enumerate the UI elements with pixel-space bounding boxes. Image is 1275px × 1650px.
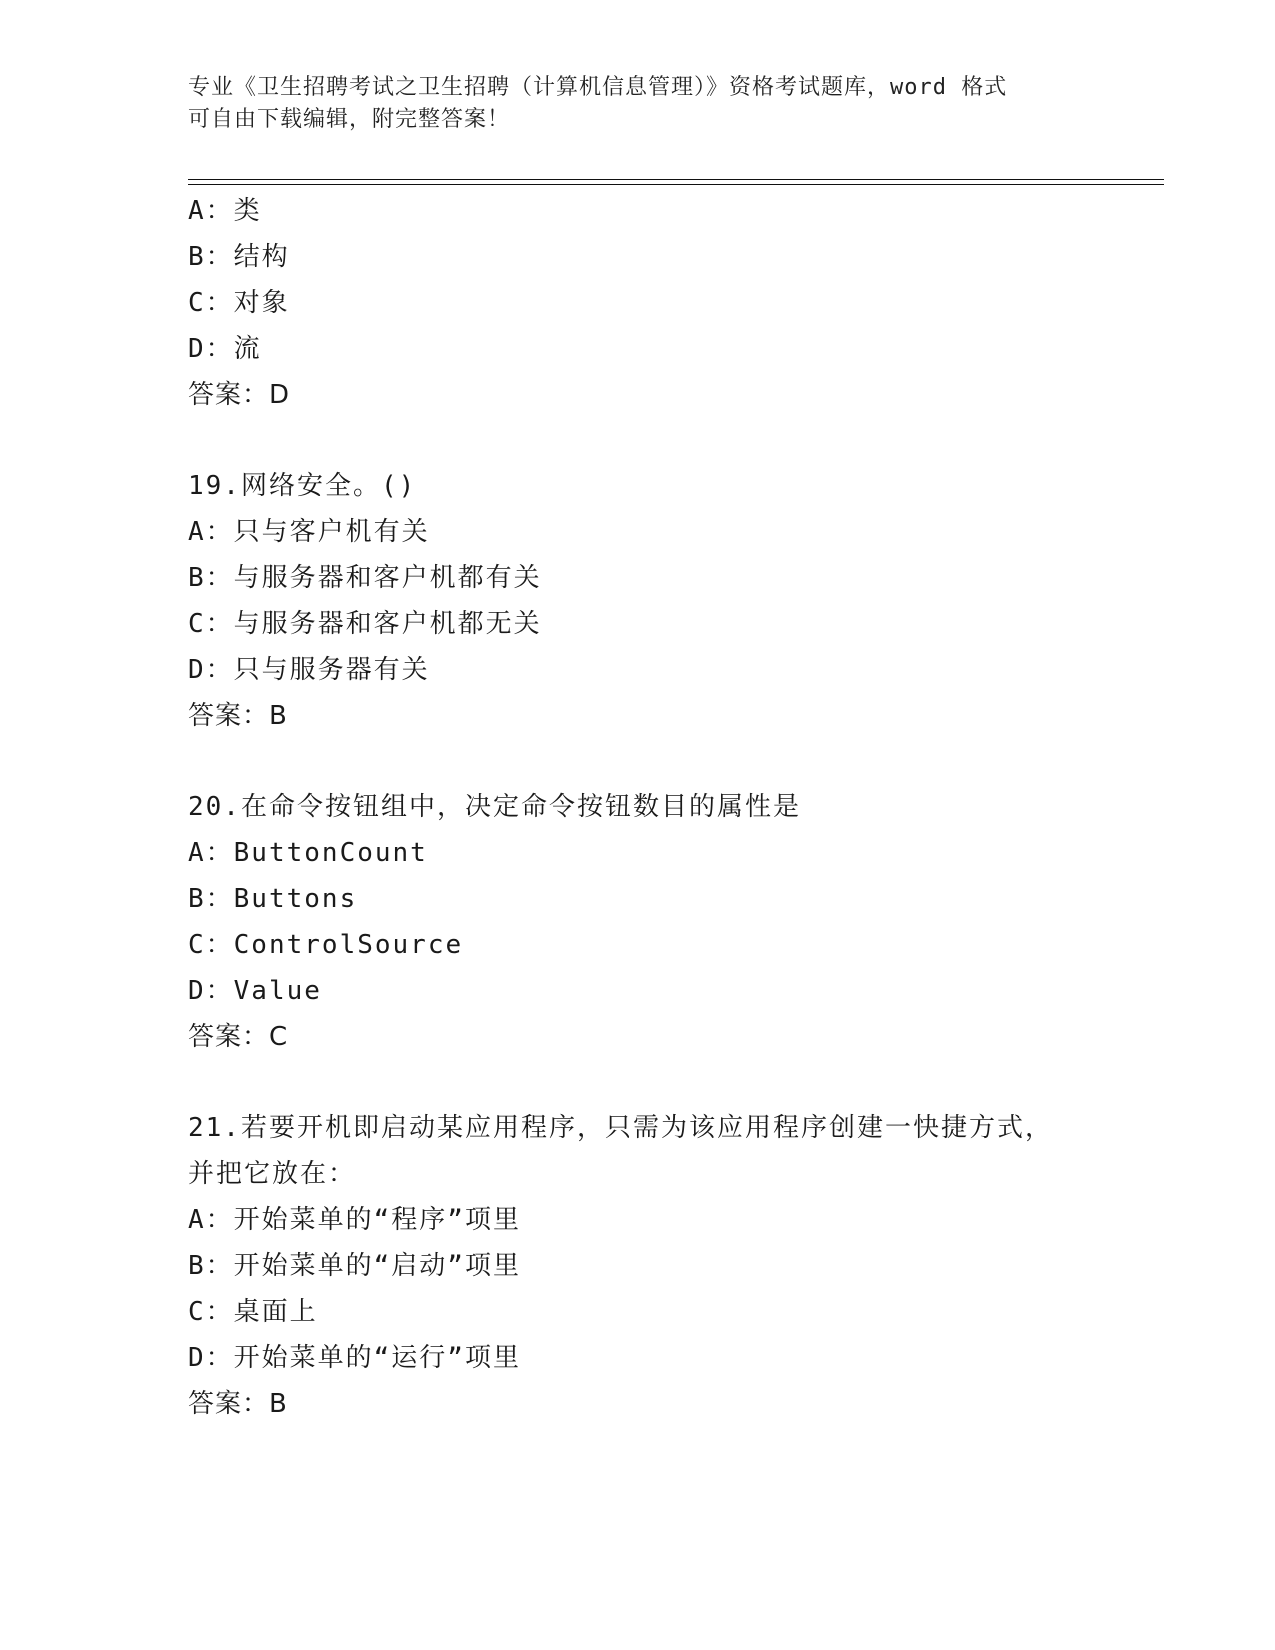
option-a: A：类 [188, 196, 262, 226]
option-a: A：ButtonCount [188, 838, 428, 868]
option-c: C：ControlSource [188, 930, 464, 960]
option-c: C：桌面上 [188, 1297, 318, 1327]
option-b: B：Buttons [188, 884, 358, 914]
answer: 答案：C [188, 1022, 289, 1052]
option-b: B：结构 [188, 242, 290, 272]
document-header [188, 72, 1078, 136]
answer: 答案：B [188, 1389, 288, 1419]
option-d: D：流 [188, 334, 262, 364]
question-list [188, 188, 1168, 1427]
question-text: 21.若要开机即启动某应用程序，只需为该应用程序创建一快捷方式， [188, 1113, 1053, 1143]
answer: 答案：D [188, 380, 291, 410]
header-divider-bottom [188, 184, 1164, 185]
question-text-continued: 并把它放在： [188, 1159, 357, 1189]
question-block [188, 784, 1168, 1060]
question-block [188, 188, 1168, 418]
option-d: D：只与服务器有关 [188, 655, 430, 685]
question-block [188, 1105, 1168, 1427]
header-line-2: 可自由下载编辑，附完整答案！ [188, 107, 511, 132]
answer: 答案：B [188, 701, 288, 731]
header-divider-top [188, 179, 1164, 180]
question-text: 19.网络安全。() [188, 471, 417, 501]
header-line-1: 专业《卫生招聘考试之卫生招聘（计算机信息管理）》资格考试题库，word 格式 [188, 75, 1008, 100]
option-d: D：开始菜单的“运行”项里 [188, 1343, 521, 1373]
option-b: B：与服务器和客户机都有关 [188, 563, 542, 593]
question-block [188, 463, 1168, 739]
question-text: 20.在命令按钮组中，决定命令按钮数目的属性是 [188, 792, 801, 822]
option-c: C：与服务器和客户机都无关 [188, 609, 542, 639]
option-a: A：开始菜单的“程序”项里 [188, 1205, 521, 1235]
option-b: B：开始菜单的“启动”项里 [188, 1251, 521, 1281]
option-c: C：对象 [188, 288, 290, 318]
option-d: D：Value [188, 976, 322, 1006]
option-a: A：只与客户机有关 [188, 517, 430, 547]
